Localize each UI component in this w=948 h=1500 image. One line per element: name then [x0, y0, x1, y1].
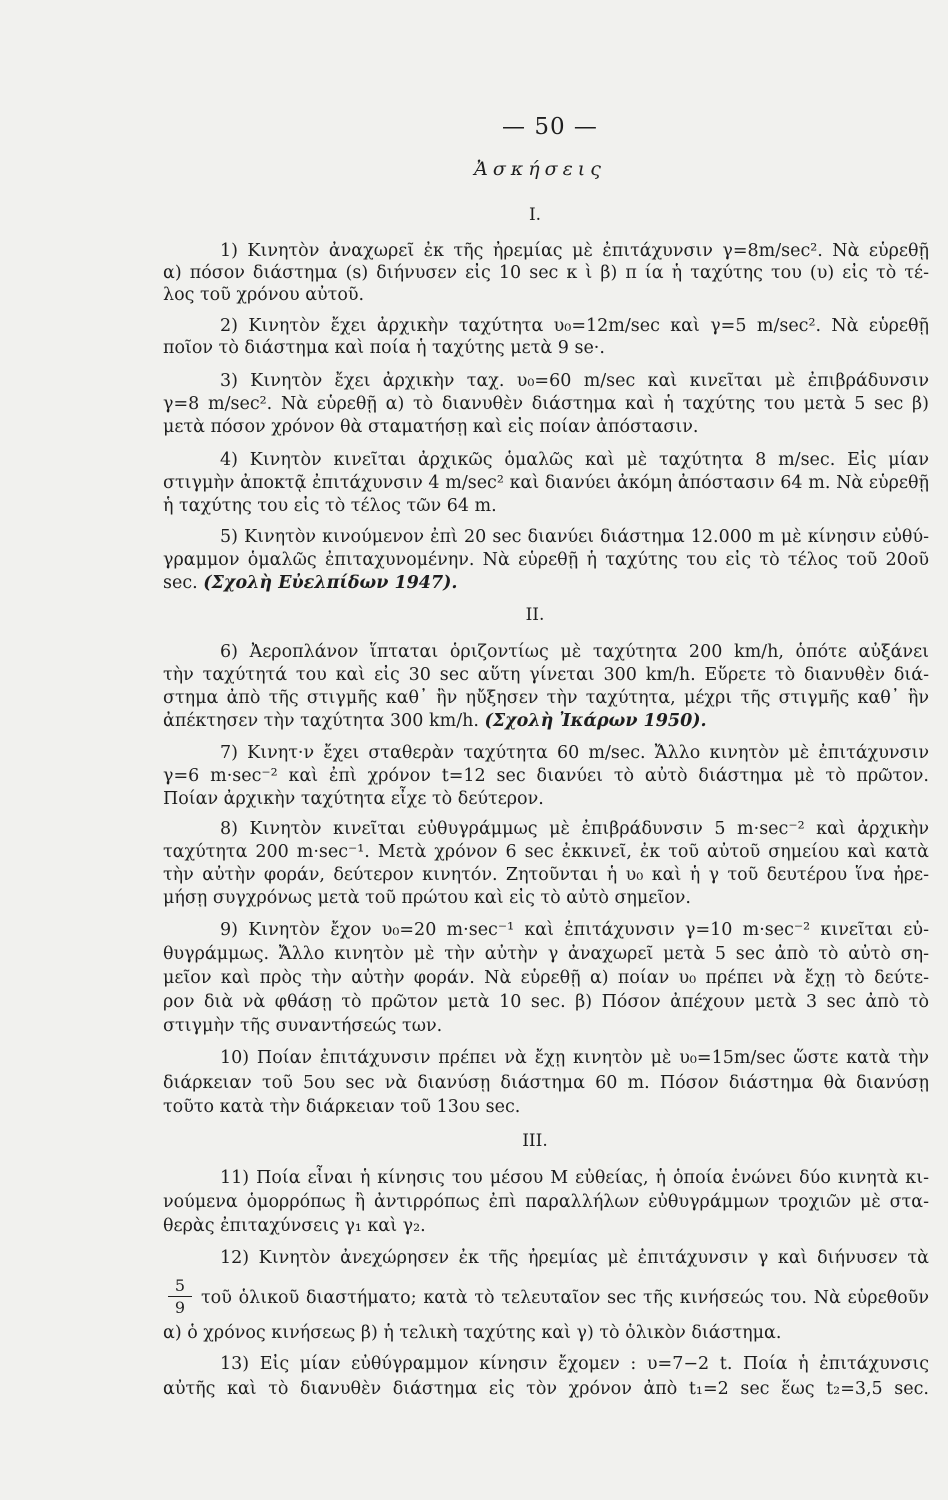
text-line: τὴν αὐτὴν φοράν, δεύτερον κινητόν. Ζητοῦνται ἡ υ₀ καὶ ἡ γ τοῦ δευτέρου ἵνα ἠρε-	[163, 865, 929, 885]
exam-reference: (Σχολὴ Εὐελπίδων 1947).	[203, 573, 458, 593]
page-number: — 50 —	[502, 114, 598, 140]
text-line: ταχύτητα 200 m·sec⁻¹. Μετὰ χρόνον 6 sec ἐκκινεῖ, ἐκ τοῦ αὐτοῦ σημείου καὶ κατὰ	[163, 842, 929, 862]
text-line: θερὰς ἐπιταχύνσεις γ₁ καὶ γ₂.	[163, 1216, 426, 1236]
text-line: γραμμον ὁμαλῶς ἐπιταχυνομένην. Νὰ εὑρεθῇ ἡ ταχύτης του εἰς τὸ τέλος τοῦ 20οῦ	[163, 550, 929, 570]
text-line: στιγμὴν τῆς συναντήσεώς των.	[163, 1016, 443, 1036]
fraction-bar	[168, 1296, 192, 1297]
text-line: μήσῃ συγχρόνως μετὰ τοῦ πρώτου καὶ εἰς τὸ αὐτὸ σημεῖον.	[163, 888, 691, 908]
text-line: 8) Κινητὸν κινεῖται εὐθυγράμμως μὲ ἐπιβράδυνσιν 5 m·sec⁻² καὶ ἀρχικὴν	[220, 819, 929, 839]
text-line: ποῖον τὸ διάστημα καὶ ποία ἡ ταχύτης μετὰ 9 se·.	[163, 338, 605, 358]
text-line: 10) Ποίαν ἐπιτάχυνσιν πρέπει νὰ ἔχῃ κινητὸν μὲ υ₀=15m/sec ὥστε κατὰ τὴν	[220, 1048, 929, 1068]
text-line: θυγράμμως. Ἄλλο κινητὸν μὲ τὴν αὐτὴν γ ἀναχωρεῖ μετὰ 5 sec ἀπὸ τὸ αὐτὸ ση-	[163, 944, 929, 964]
exam-reference: (Σχολὴ Ἰκάρων 1950).	[484, 711, 707, 731]
text-line: 9) Κινητὸν ἔχον υ₀=20 m·sec⁻¹ καὶ ἐπιτάχυνσιν γ=10 m·sec⁻² κινεῖται εὐ-	[220, 920, 929, 940]
text-line	[163, 572, 929, 594]
section-heading-1: I.	[528, 205, 542, 225]
fraction-numerator: 5	[174, 1276, 186, 1295]
text-line: 5) Κινητὸν κινούμενον ἐπὶ 20 sec διανύει διάστημα 12.000 m μὲ κίνησιν εὐθύ-	[220, 527, 929, 547]
text-line: Ποίαν ἀρχικὴν ταχύτητα εἶχε τὸ δεύτερον.	[163, 789, 544, 809]
text-line: 3) Κινητὸν ἔχει ἀρχικὴν ταχ. υ₀=60 m/sec καὶ κινεῖται μὲ ἐπιβράδυνσιν	[220, 371, 929, 391]
text-line: 2) Κινητὸν ἔχει ἀρχικὴν ταχύτητα υ₀=12m/sec καὶ γ=5 m/sec². Νὰ εὑρεθῇ	[220, 316, 929, 336]
text-line: α) ὁ χρόνος κινήσεως β) ἡ τελικὴ ταχύτης καὶ γ) τὸ ὁλικὸν διάστημα.	[163, 1323, 782, 1343]
text-line: νούμενα ὁμορρόπως ἢ ἀντιρρόπως ἐπὶ παραλλήλων εὐθυγράμμων τροχιῶν μὲ στα-	[163, 1192, 929, 1212]
text-line: διάρκειαν τοῦ 5ου sec νὰ διανύσῃ διάστημα 60 m. Πόσον διάστημα θὰ διανύσῃ	[163, 1073, 929, 1093]
text-line: μεῖον καὶ πρὸς τὴν αὐτὴν φοράν. Νὰ εὑρεθῇ α) ποίαν υ₀ πρέπει νὰ ἔχῃ τὸ δεύτε-	[163, 968, 929, 988]
text-line: 12) Κινητὸν ἀνεχώρησεν ἐκ τῆς ἠρεμίας μὲ ἐπιτάχυνσιν γ καὶ διήνυσεν τὰ	[220, 1248, 929, 1268]
text-line: στημα ἀπὸ τῆς στιγμῆς καθ᾽ ἣν ηὔξησεν τὴν ταχύτητα, μέχρι τῆς στιγμῆς καθ᾽ ἣν	[163, 688, 929, 708]
text-line: γ=6 m·sec⁻² καὶ ἐπὶ χρόνον t=12 sec διανύει τὸ αὐτὸ διάστημα μὲ τὸ πρῶτον.	[163, 766, 929, 786]
section-heading-3: III.	[522, 1131, 548, 1151]
text-line: 11) Ποία εἶναι ἡ κίνησις του μέσου Μ εὐθείας, ἡ ὁποία ἑνώνει δύο κινητὰ κι-	[220, 1168, 929, 1188]
text-line: λος τοῦ χρόνου αὐτοῦ.	[163, 285, 365, 305]
text-line: τοῦ ὁλικοῦ διαστήματο; κατὰ τὸ τελευταῖον sec τῆς κινήσεώς του. Νὰ εὑρεθοῦν	[201, 1288, 929, 1308]
fraction	[168, 1276, 192, 1317]
text-line: τὴν ταχύτητά του καὶ εἰς 30 sec αὕτη γίνεται 300 km/h. Εὕρετε τὸ διανυθὲν διά-	[163, 665, 929, 685]
text-line: 7) Κινητ·ν ἔχει σταθερὰν ταχύτητα 60 m/sec. Ἄλλο κινητὸν μὲ ἐπιτάχυνσιν	[220, 743, 929, 763]
text-line: 4) Κινητὸν κινεῖται ἀρχικῶς ὁμαλῶς καὶ μὲ ταχύτητα 8 m/sec. Εἰς μίαν	[220, 450, 929, 470]
text-line: 1) Κινητὸν ἀναχωρεῖ ἐκ τῆς ἠρεμίας μὲ ἐπιτάχυνσιν γ=8m/sec². Νὰ εὑρεθῇ	[220, 241, 929, 261]
text-line: στιγμὴν ἀποκτᾷ ἐπιτάχυνσιν 4 m/sec² καὶ διανύει ἀκόμη ἀπόστασιν 64 m. Νὰ εὑρεθῇ	[163, 473, 929, 493]
text-line: 13) Εἰς μίαν εὐθύγραμμον κίνησιν ἔχομεν : υ=7−2 t. Ποία ἡ ἐπιτάχυνσις	[220, 1354, 929, 1374]
text-line: γ=8 m/sec². Νὰ εὑρεθῇ α) τὸ διανυθὲν διάστημα καὶ ἡ ταχύτης του μετὰ 5 sec β)	[163, 394, 929, 414]
text-line: αὐτῆς καὶ τὸ διανυθὲν διάστημα εἰς τὸν χρόνον ἀπὸ t₁=2 sec ἕως t₂=3,5 sec.	[163, 1379, 929, 1399]
text-line: τοῦτο κατὰ τὴν διάρκειαν τοῦ 13ου sec.	[163, 1097, 521, 1117]
line-text: sec.	[163, 573, 198, 593]
section-heading-2: II.	[525, 605, 545, 625]
text-line: 6) Ἀεροπλάνον ἵπταται ὁριζοντίως μὲ ταχύτητα 200 km/h, ὁπότε αὐξάνει	[220, 642, 929, 662]
text-line: ρον διὰ νὰ φθάσῃ τὸ πρῶτον μετὰ 10 sec. β) Πόσον ἀπέχουν μετὰ 3 sec ἀπὸ τὸ	[163, 992, 929, 1012]
text-line: α) πόσον διάστημα (s) διήνυσεν εἰς 10 sec κ ὶ β) π ία ἡ ταχύτης του (υ) εἰς τὸ τέ-	[163, 263, 929, 283]
text-line: ἡ ταχύτης του εἰς τὸ τέλος τῶν 64 m.	[163, 496, 497, 516]
text-line	[163, 710, 929, 732]
fraction-denominator: 9	[174, 1298, 186, 1317]
text-line: μετὰ πόσον χρόνον θὰ σταματήσῃ καὶ εἰς ποίαν ἀπόστασιν.	[163, 417, 699, 437]
line-text: ἀπέκτησεν τὴν ταχύτητα 300 km/h.	[163, 711, 479, 731]
page-title: Ἀσκήσεις	[474, 158, 606, 180]
